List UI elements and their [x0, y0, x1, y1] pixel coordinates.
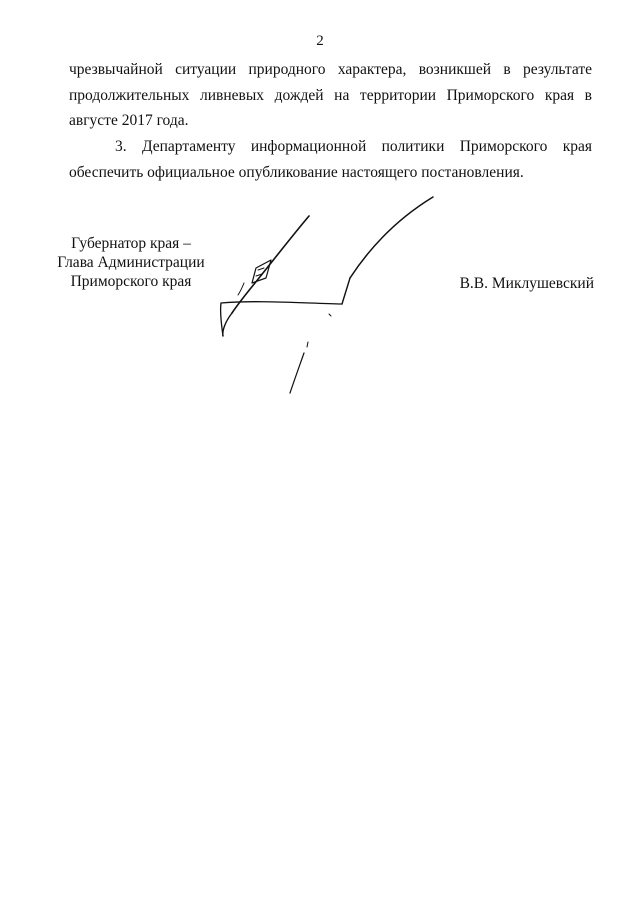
- page-number: 2: [316, 33, 324, 49]
- signatory-title-line-1: Губернатор края –: [71, 235, 191, 252]
- signatory-title-line-2: Глава Администрации: [57, 254, 205, 271]
- signatory-title-line-3: Приморского края: [70, 273, 192, 290]
- paragraph-item-3: 3. Департаменту информационной политики Приморского края обеспечить официальное опубликование настоящего постановления.: [69, 138, 592, 181]
- paragraph-continuation: чрезвычайной ситуации природного характера, возникшей в результате продолжительных ливневых дождей на территории Приморского края в августе 2017 года.: [69, 61, 592, 129]
- signatory-name: В.В. Миклушевский: [459, 275, 594, 292]
- signature-block: [40, 234, 222, 291]
